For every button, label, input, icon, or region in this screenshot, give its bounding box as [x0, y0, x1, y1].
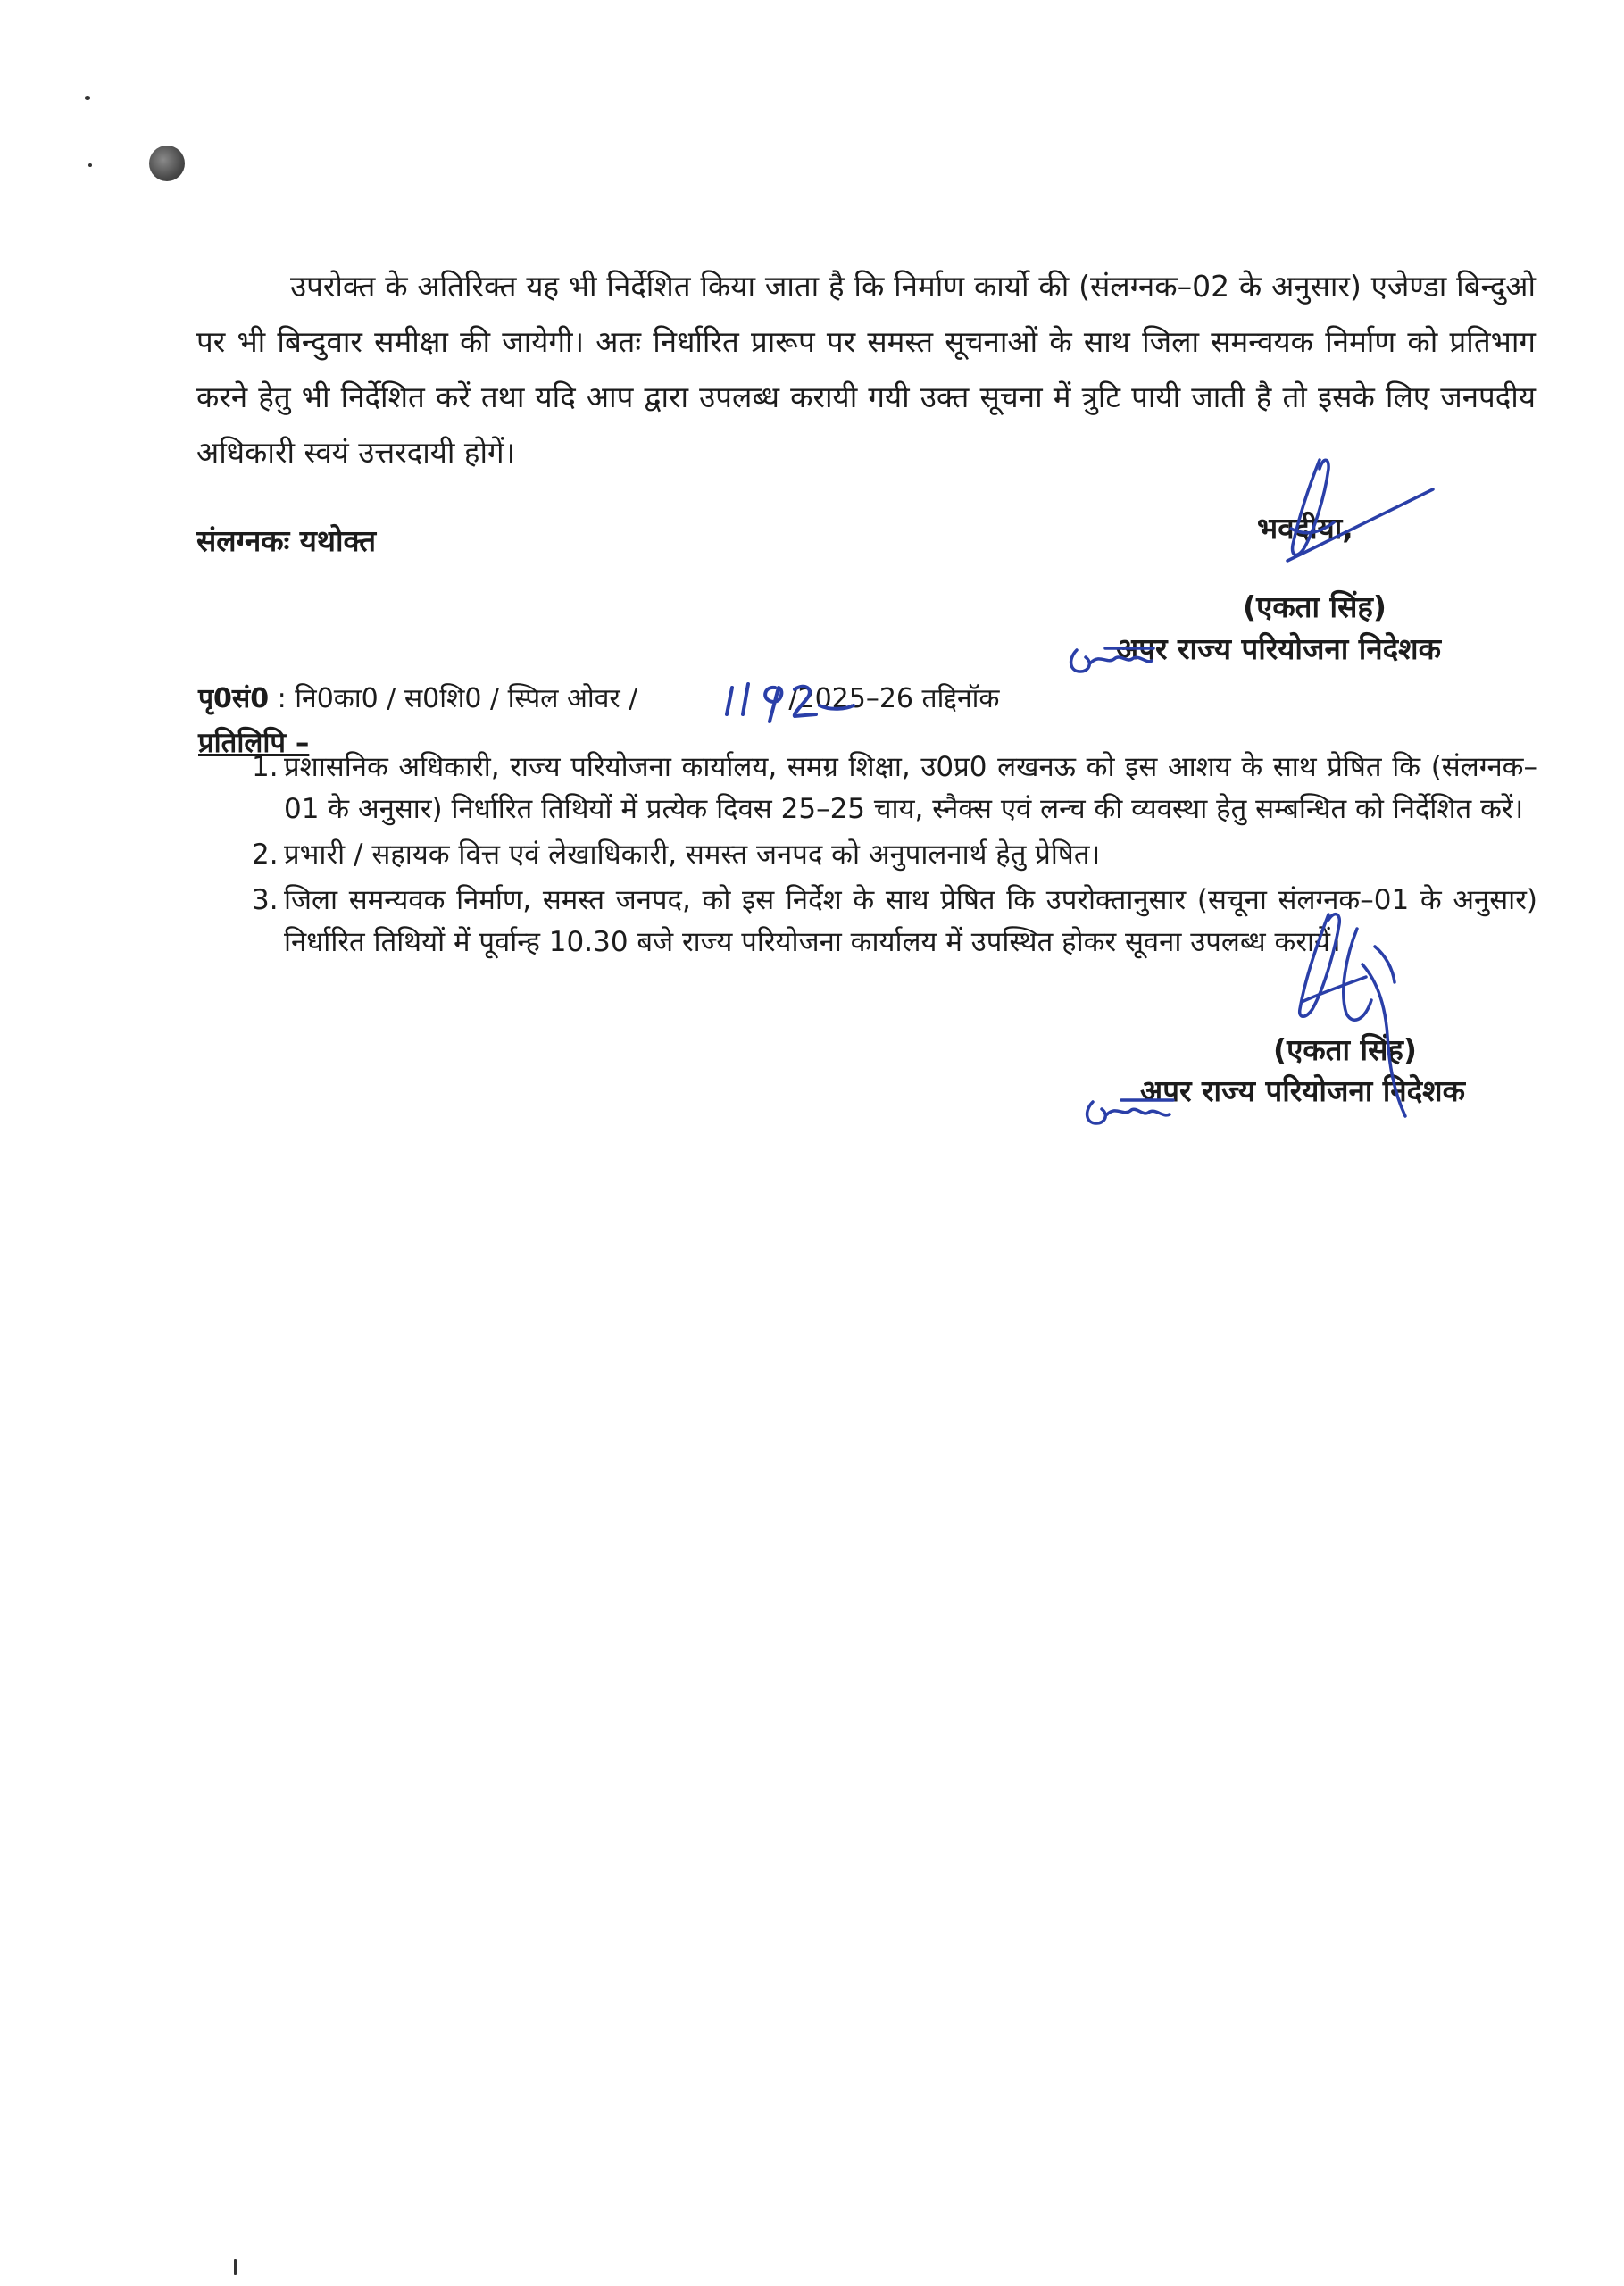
reference-prefix: : नि0का0 / स0शि0 / स्पिल ओवर /	[277, 683, 638, 714]
list-item-text: प्रशासनिक अधिकारी, राज्य परियोजना कार्यालय, समग्र शिक्षा, उ0प्र0 लखनऊ को इस आशय के साथ प्रेषित कि (संलग्नक–01 के अनुसार) निर्धारित तिथियों में प्रत्येक दिवस 25–25 चाय, स्नैक्स एवं लन्च की व्यवस्था हेतु सम्बन्धित को निर्देशित करें।	[284, 751, 1537, 825]
body-paragraph: उपरोक्त के अतिरिक्त यह भी निर्देशित किया जाता है कि निर्माण कार्यो की (संलग्नक–02 के अनुसार) एजेण्डा बिन्दुओ पर भी बिन्दुवार समीक्षा की जायेगी। अतः निर्धारित प्रारूप पर समस्त सूचनाओं के साथ जिला समन्वयक निर्माण को प्रतिभाग करने हेतु भी निर्देशित करें तथा यदि आप द्वारा उपलब्ध करायी गयी उक्त सूचना में त्रुटि पायी जाती है तो इसके लिए जनपदीय अधिकारी स्वयं उत्तरदायी होगें।	[196, 269, 1536, 470]
copy-signatory-title: अपर राज्य परियोजना निदेशक	[1140, 1073, 1465, 1108]
signatory-name: (एकता सिंह)	[1243, 589, 1387, 624]
list-item-text: जिला समन्यवक निर्माण, समस्त जनपद, को इस निर्देश के साथ प्रेषित कि उपरोक्तानुसार (सचूना संलग्नक–01 के अनुसार) निर्धारित तिथियों में पूर्वान्ह 10.30 बजे राज्य परियोजना कार्यालय में उपस्थित होकर सूवना उपलब्ध करायें।	[284, 884, 1537, 958]
closing-salutation: भवदीया,	[1257, 511, 1353, 546]
signatory-title: अपर राज्य परियोजना निदेशक	[1116, 631, 1441, 666]
list-item-number: 2.	[252, 838, 279, 871]
reference-suffix: /2025–26 तद्दिनॉक	[788, 683, 1000, 714]
enclosure-note: संलग्नकः यथोक्त	[196, 523, 377, 558]
handwritten-number-mark	[727, 684, 854, 722]
signature-mark-2	[1300, 914, 1405, 1116]
copy-signatory-name: (एकता सिंह)	[1273, 1032, 1417, 1067]
initial-mark-1	[1071, 648, 1153, 672]
list-item-number: 3.	[252, 884, 279, 916]
list-item-number: 1.	[252, 751, 279, 783]
copy-to-heading: प्रतिलिपि –	[198, 727, 310, 759]
signature-mark-1	[1287, 460, 1433, 561]
list-item-text: प्रभारी / सहायक वित्त एवं लेखाधिकारी, समस्त जनपद को अनुपालनार्थ हेतु प्रेषित।	[284, 838, 1101, 871]
reference-label: पृ0सं0	[198, 683, 270, 714]
initial-mark-2	[1087, 1100, 1173, 1123]
